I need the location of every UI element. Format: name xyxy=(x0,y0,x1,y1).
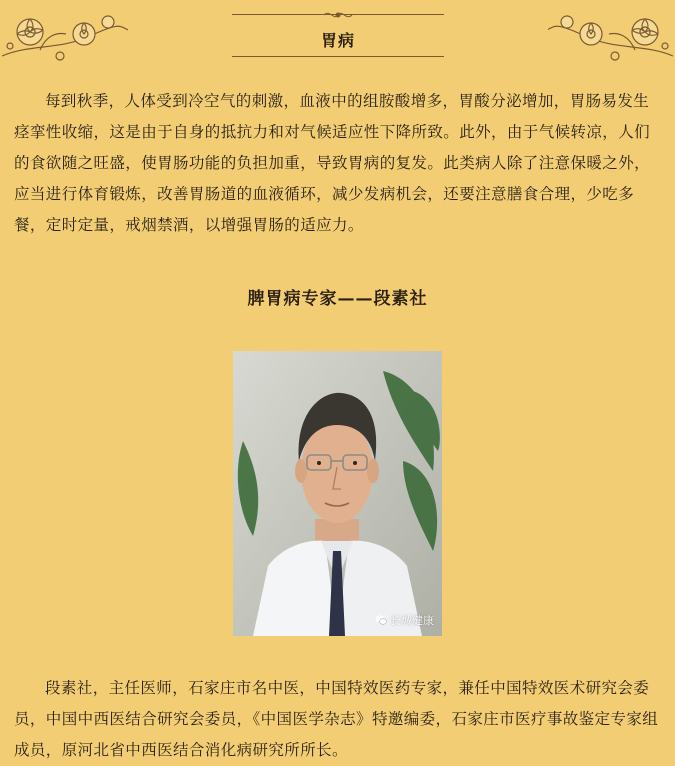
flourish-icon xyxy=(322,9,354,21)
photo-watermark xyxy=(375,612,434,628)
title-divider-bottom xyxy=(232,56,444,57)
plum-blossom-icon xyxy=(548,6,675,68)
title-block xyxy=(232,8,444,58)
expert-heading: 脾胃病专家——段素社 xyxy=(247,289,428,309)
portrait-illustration xyxy=(233,351,442,636)
article-header xyxy=(0,0,675,70)
plum-blossom-icon xyxy=(0,6,130,68)
watermark-text: 长城健康 xyxy=(390,614,434,627)
intro-paragraph: 每到秋季，人体受到冷空气的刺激，血液中的组胺酸增多，胃酸分泌增加，胃肠易发生痉挛性收缩，这是由于自身的抵抗力和对气候适应性下降所致。此外，由于气候转凉，人们的食欲随之旺盛，使胃肠功能的负担加重，导致胃病的复发。此类病人除了注意保暖之外，应当进行体育锻炼，改善胃肠道的血液循环，减少发病机会，还要注意膳食合理，少吃多餐，定时定量，戒烟禁酒，以增强胃肠的适应力。 xyxy=(14,92,651,234)
page-title: 胃病 xyxy=(320,31,355,50)
expert-photo xyxy=(233,351,442,636)
bio-paragraph: 段素社，主任医师，石家庄市名中医，中国特效医药专家，兼任中国特效医术研究会委员，中国中西医结合研究会委员，《中国医学杂志》特邀编委，石家庄市医疗事故鉴定专家组成员，原河北省中西医结合消化病研究所所长。 xyxy=(14,679,659,759)
wechat-bubble-icon xyxy=(375,614,387,626)
